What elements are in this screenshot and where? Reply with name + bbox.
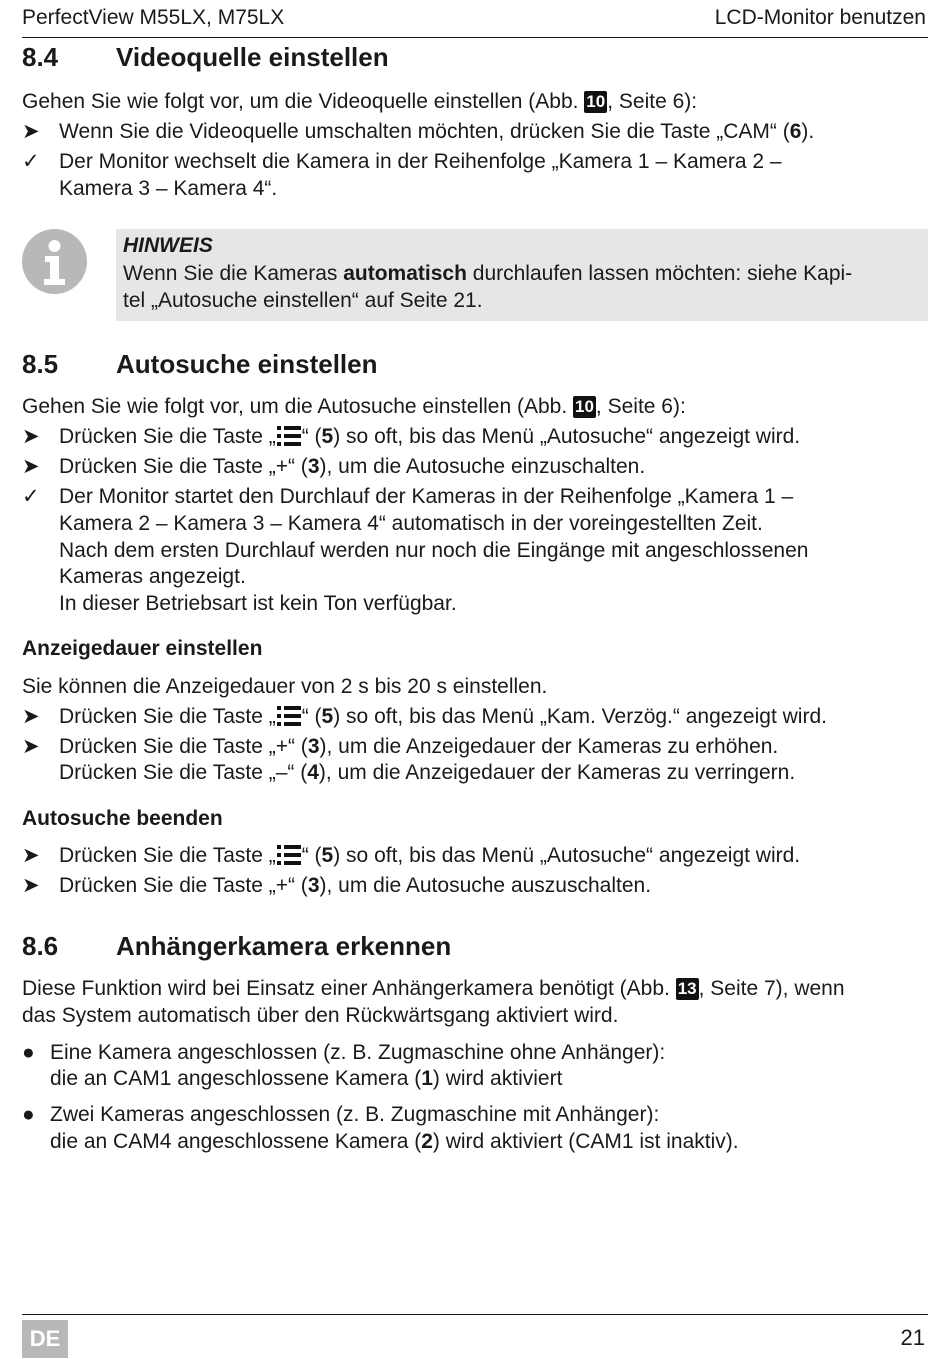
section-8-6-paragraph: Diese Funktion wird bei Einsatz einer Anhängerkamera benötigt (Abb. 13, Seite 7), wenn	[22, 977, 845, 1000]
figure-ref: 13	[677, 979, 697, 998]
bullet-icon: ●	[22, 1041, 35, 1064]
step-switch-source: ➤ Wenn Sie die Videoquelle umschalten möchten, drücken Sie die Taste „CAM“ (6).	[22, 120, 815, 143]
arrow-icon: ➤	[22, 844, 40, 867]
bullet-icon: ●	[22, 1103, 35, 1126]
arrow-icon: ➤	[22, 120, 40, 143]
step-open-autosearch-menu: ➤ Drücken Sie die Taste „ “ (5) so oft, bis das Menü „Autosuche“ angezeigt wird.	[22, 844, 801, 867]
header-right: LCD-Monitor benutzen	[714, 6, 926, 29]
figure-ref: 10	[575, 397, 594, 416]
step-decrease-duration: Drücken Sie die Taste „–“ (4), um die Anzeigedauer der Kameras zu verringern.	[59, 761, 796, 784]
display-duration-intro: Sie können die Anzeigedauer von 2 s bis 20 s einstellen.	[22, 675, 548, 698]
menu-key-icon	[277, 844, 301, 866]
result-autosearch-cont: Nach dem ersten Durchlauf werden nur noch die Eingänge mit angeschlossenen	[59, 539, 809, 562]
footer-rule	[22, 1314, 928, 1315]
list-item-cont: die an CAM1 angeschlossene Kamera (1) wird aktiviert	[50, 1067, 563, 1090]
list-item: ● Zwei Kameras angeschlossen (z. B. Zugmaschine mit Anhänger):	[22, 1103, 660, 1126]
section-8-6-paragraph-cont: das System automatisch über den Rückwärtsgang aktiviert wird.	[22, 1004, 619, 1027]
result-camera-order-cont: Kamera 3 – Kamera 4“.	[59, 177, 278, 200]
section-8-5-intro: Gehen Sie wie folgt vor, um die Autosuche einstellen (Abb. 10, Seite 6):	[22, 395, 686, 418]
check-icon: ✓	[22, 485, 40, 508]
section-8-5-heading: 8.5 Autosuche einstellen	[22, 349, 378, 379]
subheading-display-duration: Anzeigedauer einstellen	[22, 637, 263, 660]
arrow-icon: ➤	[22, 705, 40, 728]
step-increase-duration: ➤ Drücken Sie die Taste „+“ (3), um die Anzeigedauer der Kameras zu erhöhen.	[22, 735, 779, 758]
note-text: Wenn Sie die Kameras automatisch durchlaufen lassen möchten: siehe Kapi-	[123, 262, 853, 285]
header-rule	[22, 37, 928, 38]
result-autosearch: ✓ Der Monitor startet den Durchlauf der Kameras in der Reihenfolge „Kamera 1 –	[22, 485, 794, 508]
menu-key-icon	[277, 705, 301, 727]
result-autosearch-cont: Kameras angezeigt.	[59, 565, 246, 588]
arrow-icon: ➤	[22, 455, 40, 478]
page-number: 21	[900, 1325, 925, 1350]
result-camera-order: ✓ Der Monitor wechselt die Kamera in der Reihenfolge „Kamera 1 – Kamera 2 –	[22, 150, 782, 173]
result-autosearch-cont: In dieser Betriebsart ist kein Ton verfügbar.	[59, 592, 457, 615]
step-enable-autosearch: ➤ Drücken Sie die Taste „+“ (3), um die Autosuche einzuschalten.	[22, 455, 646, 478]
arrow-icon: ➤	[22, 874, 40, 897]
figure-ref: 10	[586, 92, 606, 111]
header-left: PerfectView M55LX, M75LX	[22, 6, 285, 29]
result-autosearch-cont: Kamera 2 – Kamera 3 – Kamera 4“ automatisch in der voreingestellten Zeit.	[59, 512, 763, 535]
step-open-autosearch-menu: ➤ Drücken Sie die Taste „ “ (5) so oft, bis das Menü „Autosuche“ angezeigt wird.	[22, 425, 801, 448]
step-open-delay-menu: ➤ Drücken Sie die Taste „ “ (5) so oft, bis das Menü „Kam. Verzög.“ angezeigt wird.	[22, 705, 827, 728]
section-8-4-intro: Gehen Sie wie folgt vor, um die Videoquelle einstellen (Abb. 10, Seite 6):	[22, 90, 698, 113]
arrow-icon: ➤	[22, 735, 40, 758]
note-title: HINWEIS	[123, 234, 213, 257]
language-badge: DE	[22, 1320, 68, 1358]
step-disable-autosearch: ➤ Drücken Sie die Taste „+“ (3), um die Autosuche auszuschalten.	[22, 874, 652, 897]
section-8-6-heading: 8.6 Anhängerkamera erkennen	[22, 931, 452, 961]
arrow-icon: ➤	[22, 425, 40, 448]
subheading-end-autosearch: Autosuche beenden	[22, 807, 223, 830]
note-text-cont: tel „Autosuche einstellen“ auf Seite 21.	[123, 289, 483, 312]
check-icon: ✓	[22, 150, 40, 173]
list-item-cont: die an CAM4 angeschlossene Kamera (2) wird aktiviert (CAM1 ist inaktiv).	[50, 1130, 739, 1153]
list-item: ● Eine Kamera angeschlossen (z. B. Zugmaschine ohne Anhänger):	[22, 1041, 666, 1064]
section-8-4-heading: 8.4 Videoquelle einstellen	[22, 42, 389, 72]
info-icon	[22, 229, 87, 294]
menu-key-icon	[277, 425, 301, 447]
